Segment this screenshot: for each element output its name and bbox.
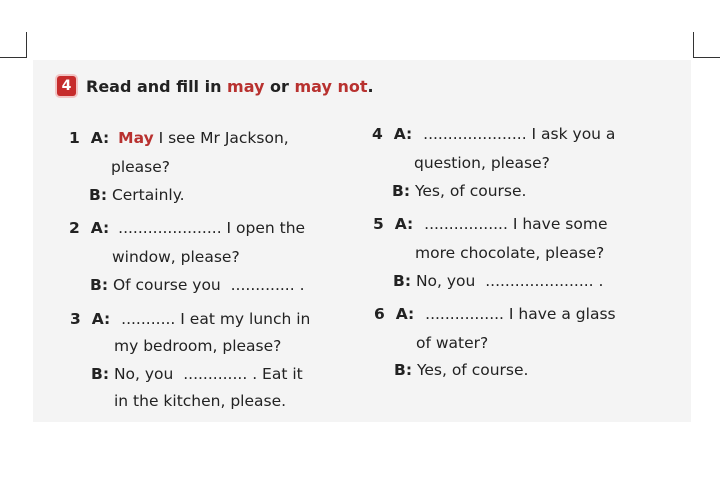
- instruction-prefix: Read and fill in: [86, 76, 228, 96]
- item-4-b-line: [392, 181, 526, 201]
- item-3-b-line: [91, 364, 303, 384]
- item-1-b-text: Certainly.: [111, 186, 185, 204]
- item-1-a-cont: please?: [111, 158, 171, 176]
- item-2-a-cont: window, please?: [112, 248, 240, 266]
- exercise-number-badge: 4: [57, 76, 76, 96]
- item-4-b-text: Yes, of course.: [414, 182, 527, 200]
- speaker-a-label: A:: [90, 129, 110, 147]
- item-2-b-text: Of course you ............. .: [112, 276, 305, 294]
- speaker-b-label: B:: [91, 365, 110, 383]
- item-3-a-cont: my bedroom, please?: [114, 337, 282, 355]
- item-3-a-text: ........... I eat my lunch in: [121, 310, 311, 328]
- item-number: 4: [372, 125, 383, 143]
- item-number: 3: [70, 310, 81, 328]
- item-number: 5: [373, 215, 384, 233]
- item-6-b-line: [394, 360, 528, 380]
- item-number: 2: [69, 219, 80, 237]
- item-6-b-text: Yes, of course.: [416, 361, 529, 379]
- item-5-a-line: [373, 214, 608, 234]
- item-4-a-text: ..................... I ask you a: [423, 125, 616, 143]
- option-may-not: may not: [294, 76, 368, 96]
- crop-mark-right-vertical: [693, 32, 694, 58]
- speaker-b-label: B:: [89, 186, 108, 204]
- speaker-a-label: A:: [394, 215, 414, 233]
- item-5-b-text: No, you ...................... .: [415, 272, 604, 290]
- item-number: 1: [69, 129, 80, 147]
- exercise-heading: [57, 76, 374, 96]
- item-3-b-cont: in the kitchen, please.: [114, 392, 287, 410]
- item-2-b-line: [90, 275, 305, 295]
- item-2-a-line: [69, 218, 305, 238]
- item-1-answer: May: [118, 129, 154, 147]
- speaker-b-label: B:: [393, 272, 412, 290]
- item-1-b-line: [89, 185, 185, 205]
- item-6-a-line: [374, 304, 616, 324]
- crop-mark-left-vertical: [26, 32, 27, 58]
- item-2-a-text: ..................... I open the: [118, 219, 306, 237]
- crop-mark-right-horizontal: [693, 57, 720, 58]
- item-number: 6: [374, 305, 385, 323]
- item-3-a-line: [70, 309, 310, 329]
- crop-mark-left-horizontal: [0, 57, 27, 58]
- item-1-a-line: [69, 128, 289, 148]
- item-5-b-line: [393, 271, 603, 291]
- instruction-mid: or: [264, 76, 295, 96]
- speaker-a-label: A:: [90, 219, 110, 237]
- item-6-a-cont: of water?: [416, 334, 489, 352]
- item-4-a-line: [372, 124, 615, 144]
- speaker-a-label: A:: [393, 125, 413, 143]
- item-3-b-text: No, you ............. . Eat it: [113, 365, 303, 383]
- item-6-a-text: ................ I have a glass: [425, 305, 616, 323]
- speaker-b-label: B:: [392, 182, 411, 200]
- item-1-a-text: I see Mr Jackson,: [153, 129, 289, 147]
- item-5-a-cont: more chocolate, please?: [415, 244, 605, 262]
- option-may: may: [227, 76, 265, 96]
- item-4-a-cont: question, please?: [414, 154, 550, 172]
- speaker-a-label: A:: [395, 305, 415, 323]
- speaker-b-label: B:: [394, 361, 413, 379]
- speaker-a-label: A:: [91, 310, 111, 328]
- instruction-suffix: .: [367, 76, 374, 96]
- item-5-a-text: ................. I have some: [424, 215, 608, 233]
- speaker-b-label: B:: [90, 276, 109, 294]
